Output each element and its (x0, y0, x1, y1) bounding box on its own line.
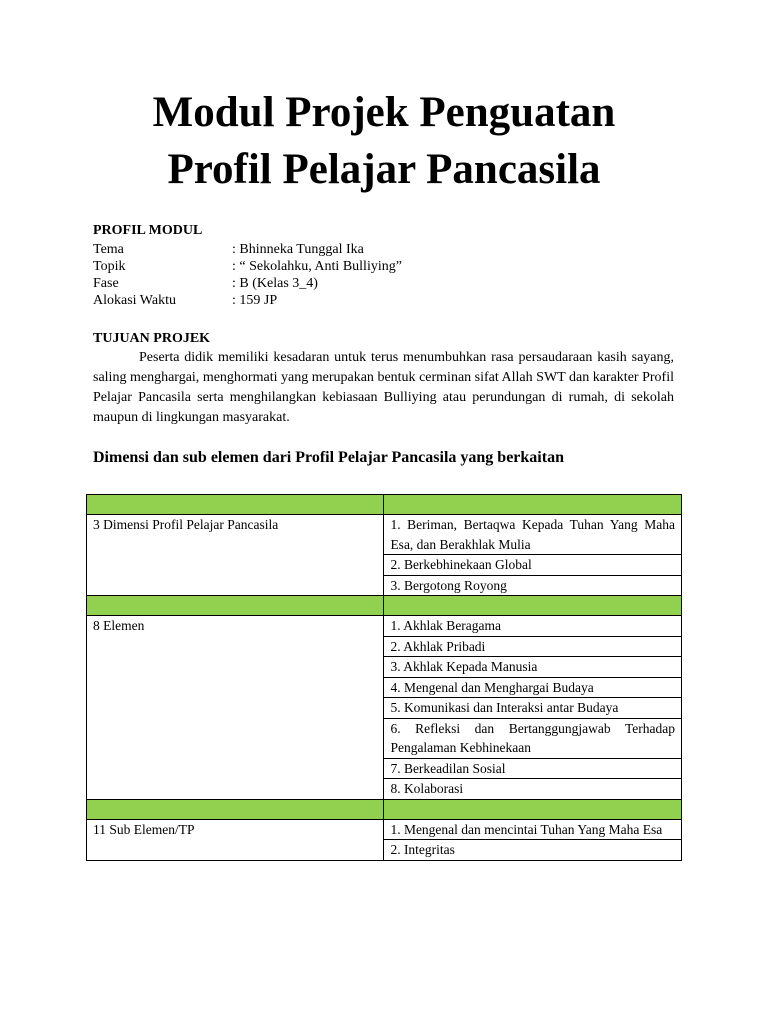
table-header-cell (87, 799, 384, 819)
profile-row-fase (93, 275, 402, 292)
table-header-row (87, 799, 682, 819)
table-header-cell (87, 596, 384, 616)
table-header-cell (87, 495, 384, 515)
profil-modul-heading: PROFIL MODUL (93, 223, 203, 238)
profile-row-tema (93, 241, 402, 258)
profile-label: Fase (93, 276, 119, 291)
table-cell: 3. Akhlak Kepada Manusia (384, 657, 682, 678)
profil-modul-list (93, 241, 402, 309)
table-cell: 4. Mengenal dan Menghargai Budaya (384, 677, 682, 698)
table-row (87, 819, 682, 840)
table-header-cell (384, 799, 682, 819)
table-cell: 2. Akhlak Pribadi (384, 636, 682, 657)
table-cell: 6. Refleksi dan Bertanggungjawab Terhadap Pengalaman Kebhinekaan (384, 718, 682, 758)
profile-value: : “ Sekolahku, Anti Bulliying” (232, 259, 402, 274)
table-header-row (87, 596, 682, 616)
table-cell: 7. Berkeadilan Sosial (384, 758, 682, 779)
table-cell: 2. Integritas (384, 840, 682, 861)
profile-label: Alokasi Waktu (93, 293, 176, 308)
dimensi-heading: Dimensi dan sub elemen dari Profil Pelajar Pancasila yang berkaitan (93, 449, 564, 466)
section-label-elemen: 8 Elemen (87, 616, 384, 800)
profile-row-alokasi-waktu (93, 292, 402, 309)
table-cell: 1. Mengenal dan mencintai Tuhan Yang Maha Esa (384, 819, 682, 840)
profile-value: : 159 JP (232, 293, 278, 308)
table-header-cell (384, 596, 682, 616)
page-title-line-2: Profil Pelajar Pancasila (167, 146, 601, 193)
table-cell: 2. Berkebhinekaan Global (384, 555, 682, 576)
profile-value: : B (Kelas 3_4) (232, 276, 318, 291)
table-header-row (87, 495, 682, 515)
profile-value: : Bhinneka Tunggal Ika (232, 242, 364, 257)
table-cell: 1. Akhlak Beragama (384, 616, 682, 637)
table-cell: 3. Bergotong Royong (384, 575, 682, 596)
tujuan-projek-paragraph: Peserta didik memiliki kesadaran untuk terus menumbuhkan rasa persaudaraan kasih sayang, saling menghargai, menghormati yang merupakan bentuk cerminan sifat Allah SWT dan karakter Profil Pelajar Pancasila serta menghilangkan kebiasaan Bulliying atau perundungan di rumah, di sekolah maupun di lingkungan masyarakat. (93, 350, 674, 425)
profile-row-topik (93, 258, 402, 275)
section-label-sub-elemen: 11 Sub Elemen/TP (87, 819, 384, 860)
table-header-cell (384, 495, 682, 515)
table-cell: 8. Kolaborasi (384, 779, 682, 800)
table-cell: 5. Komunikasi dan Interaksi antar Budaya (384, 698, 682, 719)
page-title (0, 84, 768, 198)
table-cell: 1. Beriman, Bertaqwa Kepada Tuhan Yang Maha Esa, dan Berakhlak Mulia (384, 515, 682, 555)
profile-label: Tema (93, 242, 124, 257)
profile-label: Topik (93, 259, 126, 274)
tujuan-projek-heading: TUJUAN PROJEK (93, 331, 211, 346)
table-row (87, 515, 682, 555)
table-row (87, 616, 682, 637)
section-label-dimensi: 3 Dimensi Profil Pelajar Pancasila (87, 515, 384, 596)
page-title-line-1: Modul Projek Penguatan (152, 89, 616, 136)
dimensi-table (86, 494, 682, 861)
